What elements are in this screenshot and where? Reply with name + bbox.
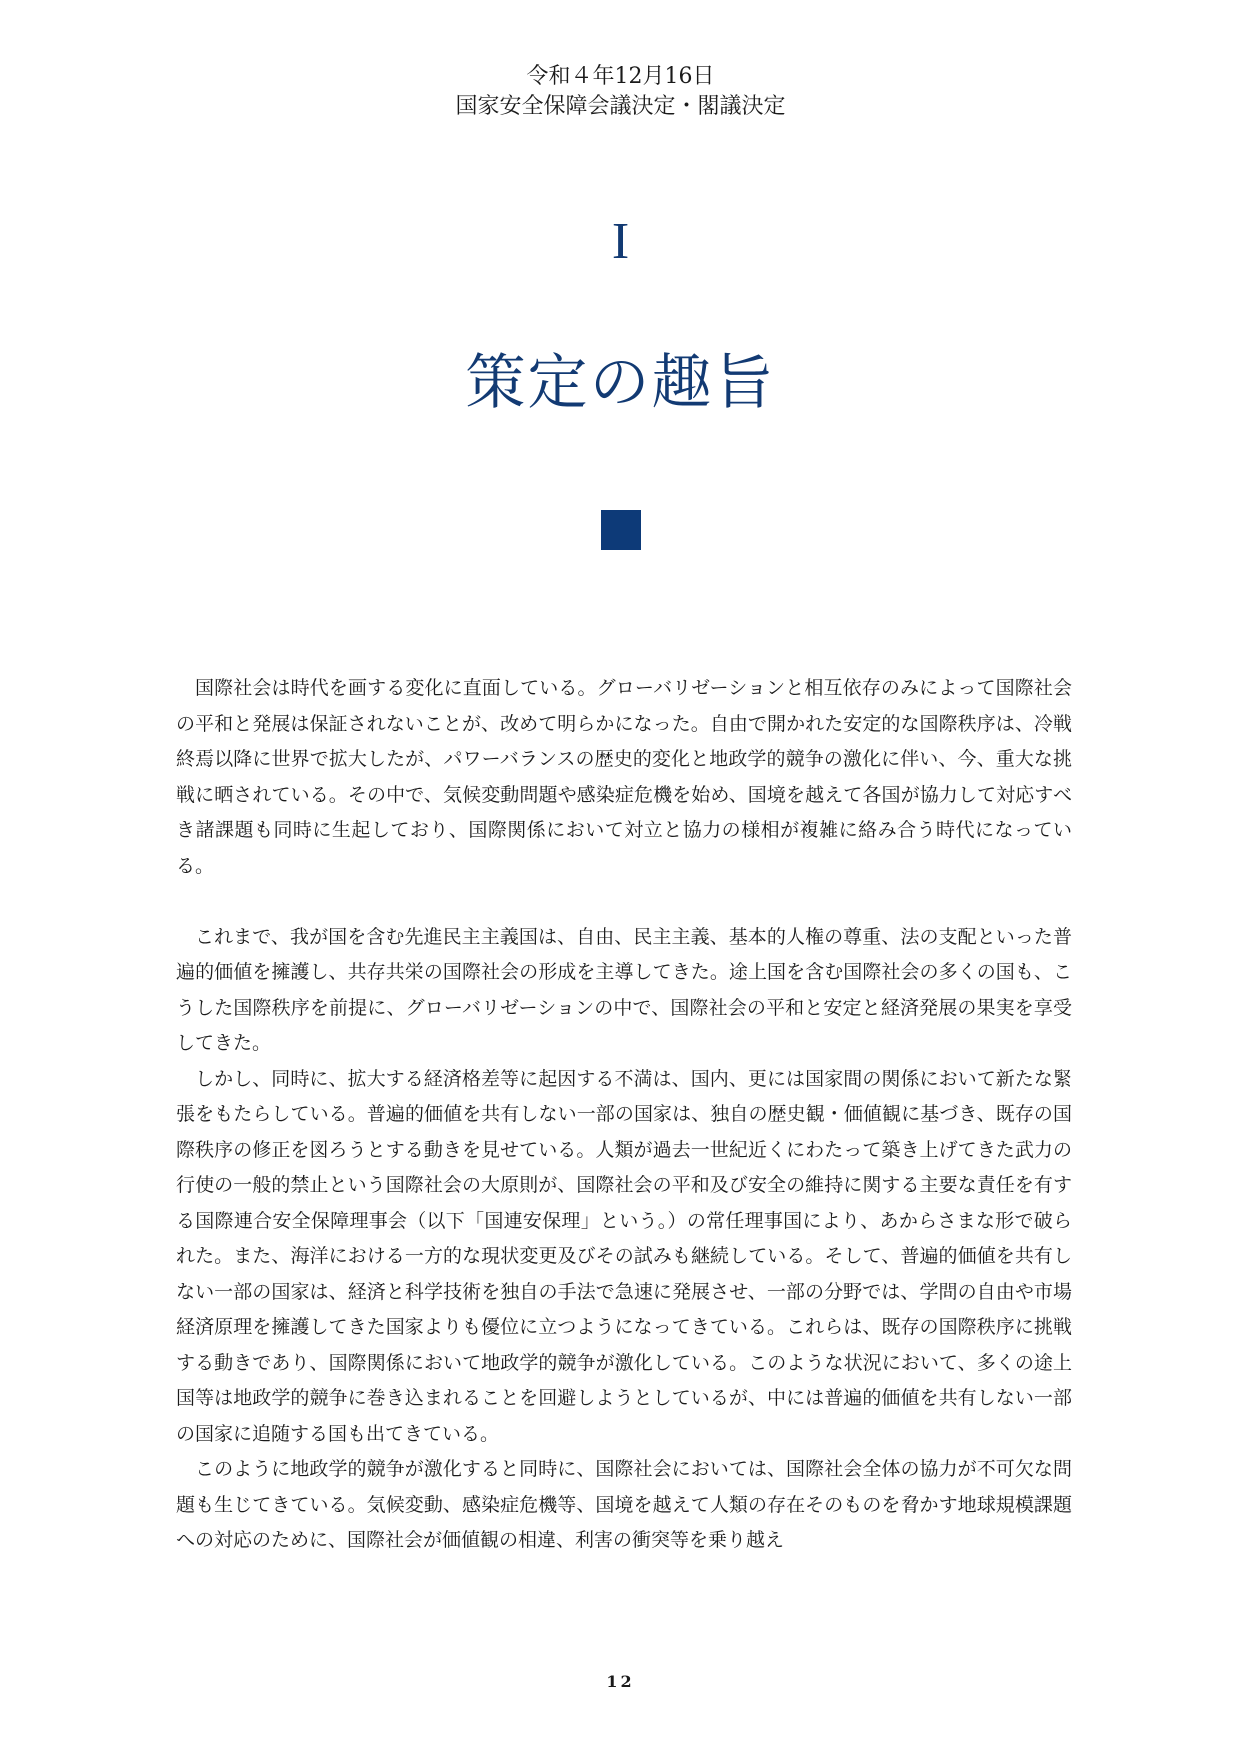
page-number: 12 — [606, 1672, 635, 1691]
chapter-square-mark — [601, 510, 641, 550]
paragraph-2: これまで、我が国を含む先進民主主義国は、自由、民主主義、基本的人権の尊重、法の支配といった普遍的価値を擁護し、共存共栄の国際社会の形成を主導してきた。途上国を含む国際社会の多くの国も、こうした国際秩序を前提に、グローバリゼーションの中で、国際社会の平和と安定と経済発展の果実を享受してきた。 — [176, 925, 1072, 1054]
document-header — [0, 62, 1241, 122]
body-text — [176, 671, 1072, 1559]
paragraph-1: 国際社会は時代を画する変化に直面している。グローバリゼーションと相互依存のみによって国際社会の平和と発展は保証されないことが、改めて明らかになった。自由で開かれた安定的な国際秩序は、冷戦終焉以降に世界で拡大したが、パワーバランスの歴史的変化と地政学的競争の激化に伴い、今、重大な挑戦に晒されている。その中で、気候変動問題や感染症危機を始め、国境を越えて各国が協力して対応すべき諸課題も同時に生起しており、国際関係において対立と協力の様相が複雑に絡み合う時代になっている。 — [176, 677, 1072, 877]
paragraph-4: このように地政学的競争が激化すると同時に、国際社会においては、国際社会全体の協力が不可欠な問題も生じてきている。気候変動、感染症危機等、国境を越えて人類の存在そのものを脅かす地球規模課題への対応のために、国際社会が価値観の相違、利害の衝突等を乗り越え — [176, 1458, 1072, 1551]
chapter-numeral: I — [611, 213, 630, 270]
decision-date: 令和４年12月16日 — [526, 64, 715, 89]
chapter-title: 策定の趣旨 — [465, 348, 776, 418]
paragraph-3: しかし、同時に、拡大する経済格差等に起因する不満は、国内、更には国家間の関係において新たな緊張をもたらしている。普遍的価値を共有しない一部の国家は、独自の歴史観・価値観に基づき、既存の国際秩序の修正を図ろうとする動きを見せている。人類が過去一世紀近くにわたって築き上げてきた武力の行使の一般的禁止という国際社会の大原則が、国際社会の平和及び安全の維持に関する主要な責任を有する国際連合安全保障理事会（以下「国連安保理」という。）の常任理事国により、あからさまな形で破られた。また、海洋における一方的な現状変更及びその試みも継続している。そして、普遍的価値を共有しない一部の国家は、経済と科学技術を独自の手法で急速に発展させ、一部の分野では、学問の自由や市場経済原理を擁護してきた国家よりも優位に立つようになってきている。これらは、既存の国際秩序に挑戦する動きであり、国際関係において地政学的競争が激化している。このような状況において、多くの途上国等は地政学的競争に巻き込まれることを回避しようとしているが、中には普遍的価値を共有しない一部の国家に追随する国も出てきている。 — [176, 1067, 1072, 1445]
decision-authority: 国家安全保障会議決定・閣議決定 — [455, 94, 786, 119]
